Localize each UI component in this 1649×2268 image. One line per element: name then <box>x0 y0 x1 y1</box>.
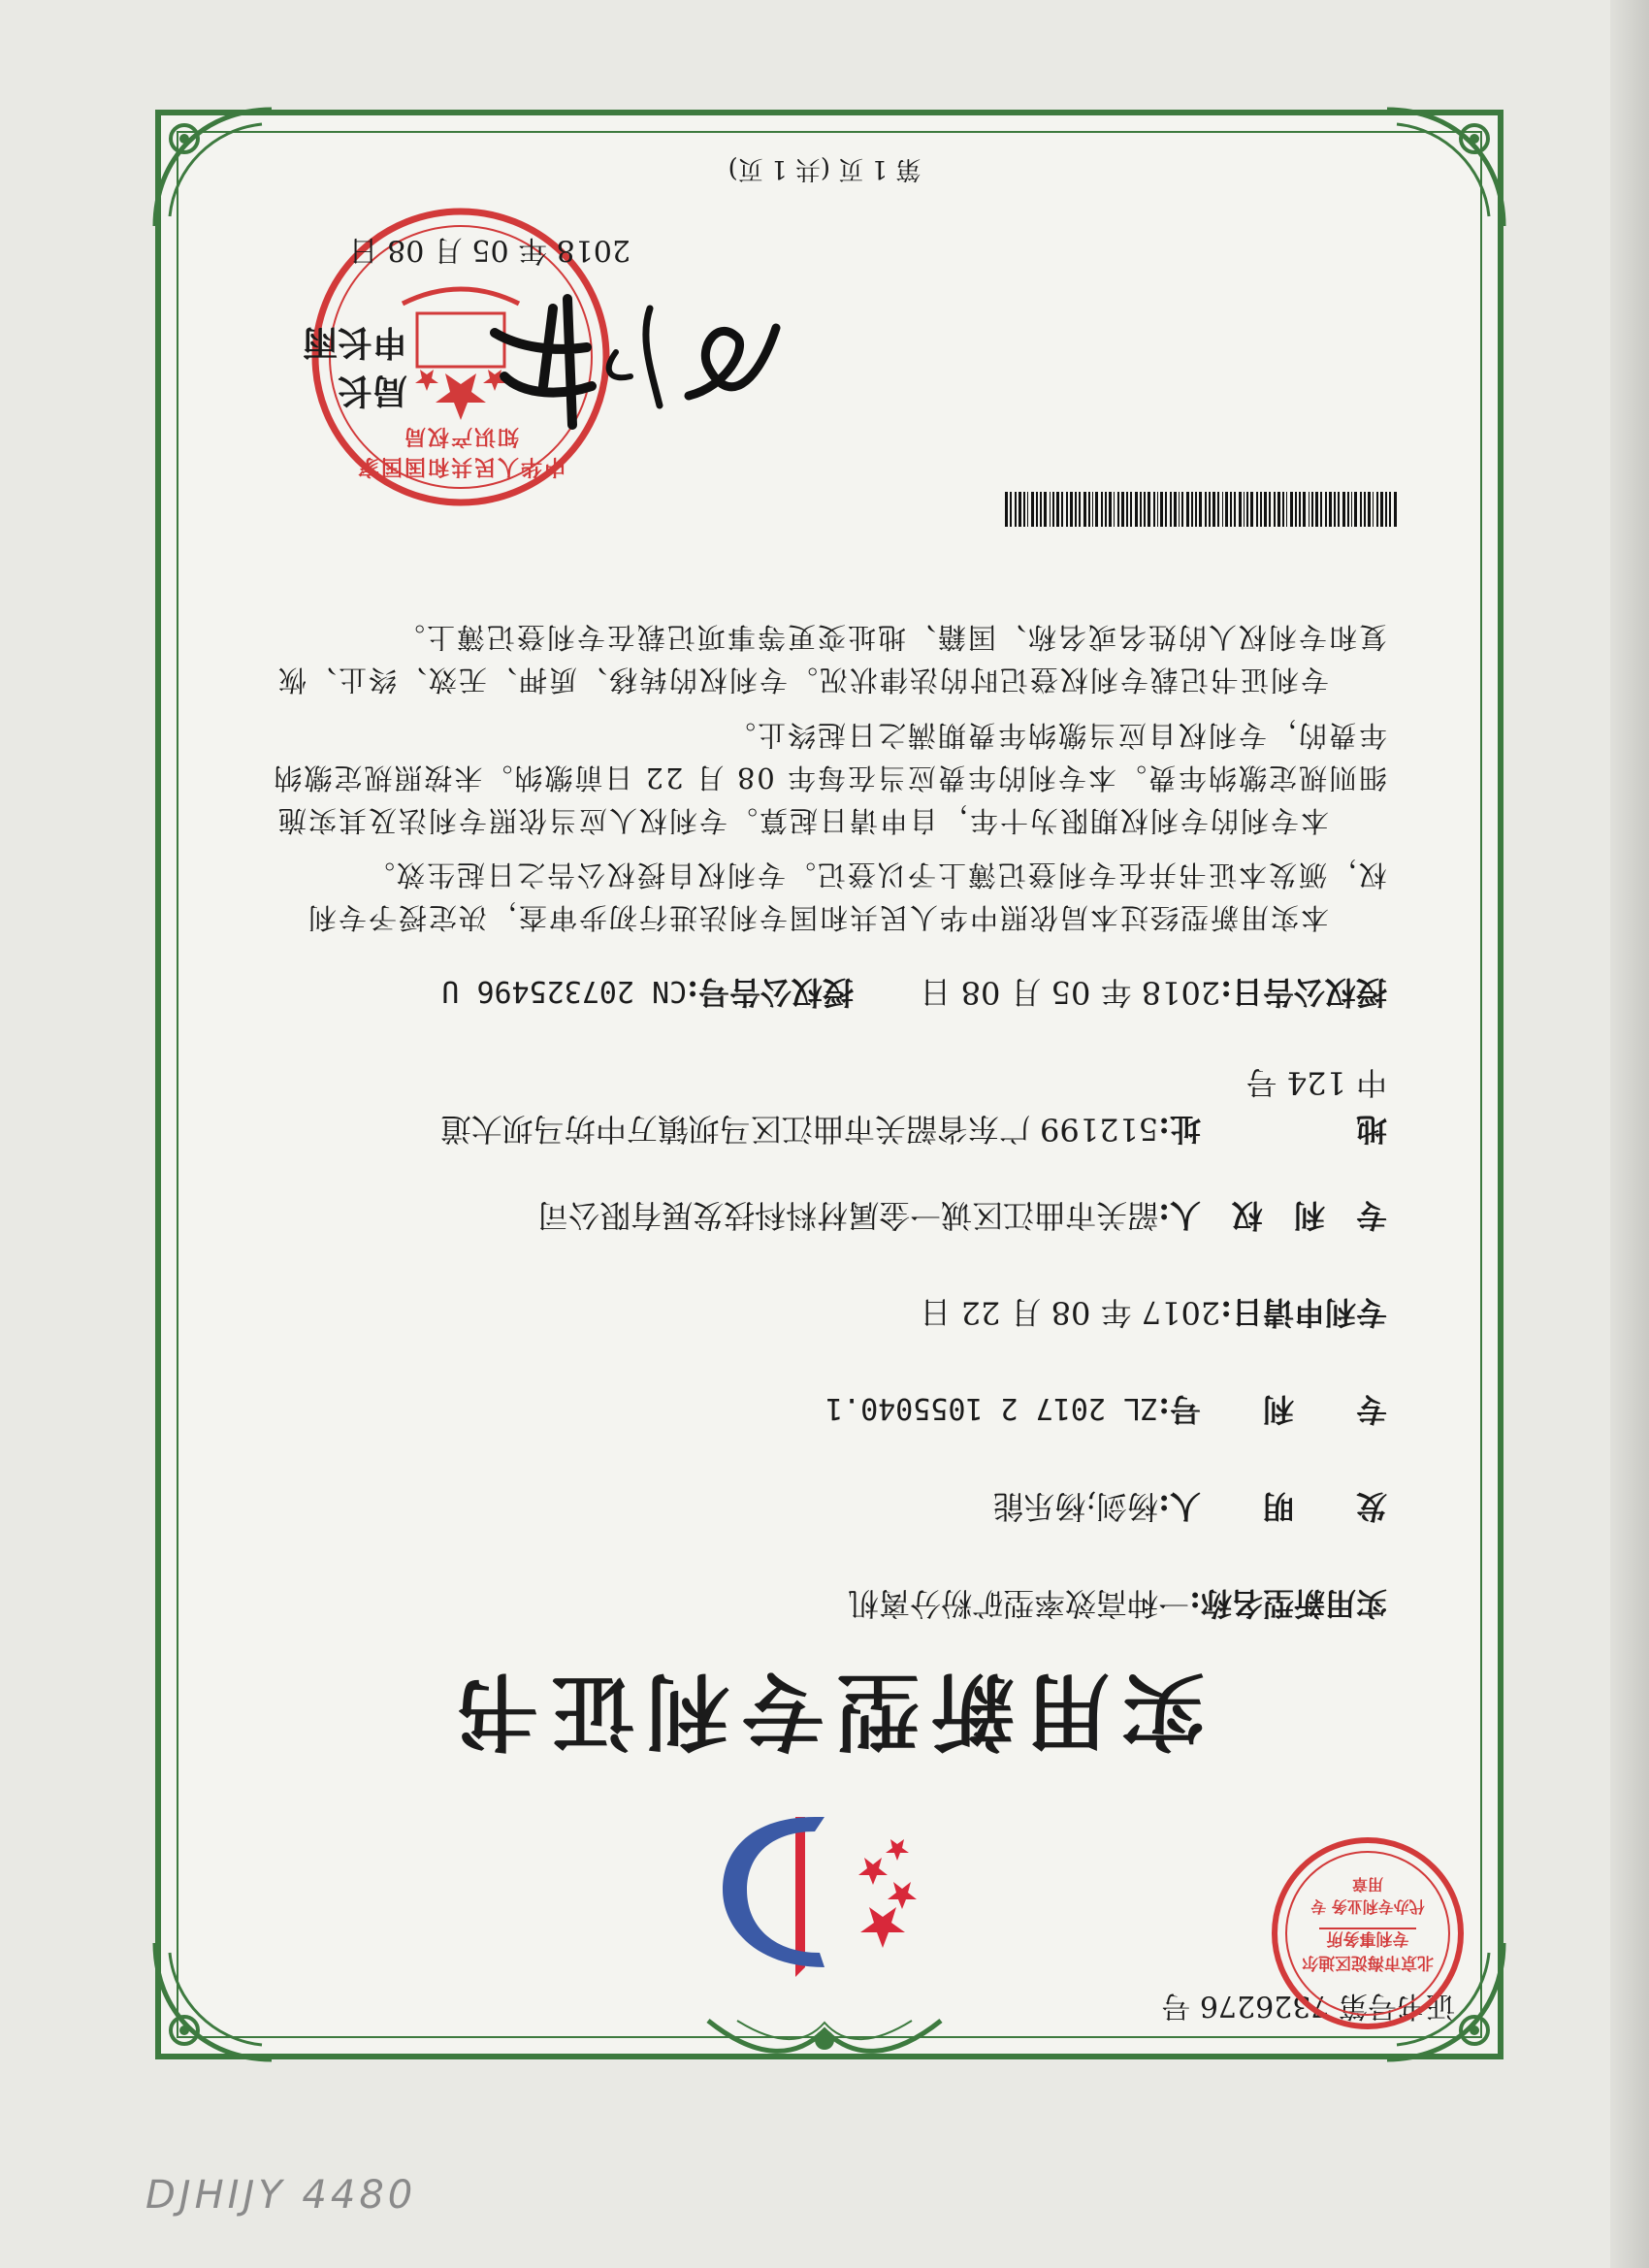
page-info: 第 1 页 (共 1 页) <box>728 154 922 183</box>
handwritten-note: DJHIJY 4480 <box>146 2173 417 2218</box>
field-patent-number: 专 利 号:ZL 2017 2 1055040.1 <box>825 1391 1387 1428</box>
field-grant-date: 授权公告日:2018 年 05 月 08 日 <box>920 974 1387 1011</box>
field-utility-model-name: 实用新型名称:一种高效率型矿粉分离机 <box>848 1585 1387 1622</box>
barcode <box>999 492 1397 527</box>
director-name: 申长雨 <box>302 322 407 363</box>
seal-date: 2018 年 05 月 08 日 <box>348 233 630 267</box>
agency-seal-sub: 代办专利业务 专用章 <box>1310 1875 1425 1916</box>
body-paragraph-1: 本实用新型经过本局依照中华人民共和国专利法进行初步审查，决定授予专利权，颁发本证书并在专利登记簿上予以登记。专利权自授权公告之日起生效。 <box>306 859 1387 934</box>
field-address: 地 址:512199 广东省韶关市曲江区马坝镇万中坊马坝大道中 124 号 <box>439 1064 1387 1148</box>
ornament-top-right <box>146 1933 281 2069</box>
ornament-top-center <box>698 2011 951 2069</box>
director-title: 局长 <box>337 371 407 411</box>
cnipa-logo <box>708 1802 941 1987</box>
certificate-number: 证书号第 7326276 号 <box>1161 1989 1455 2023</box>
director-block <box>303 318 407 415</box>
director-signature <box>466 289 795 444</box>
body-paragraph-3: 专利证书记载专利权登记时的法律状况。专利权的转移、质押、无效、终止、恢复和专利权人的姓名或名称、国籍、地址变更等事项记载在专利登记簿上。 <box>275 621 1387 697</box>
body-paragraph-2: 本专利的专利权期限为十年，自申请日起算。专利权人应当依照专利法及其实施细则规定缴纳年费。本专利的年费应当在每年 08 月 22 日前缴纳。未按照规定缴纳年费的，专利权自应当缴纳年费期满之日起终止。 <box>272 719 1387 837</box>
field-application-date: 专利申请日:2017 年 08 月 22 日 <box>920 1294 1387 1331</box>
field-inventor: 发 明 人:杨剑;杨乐能 <box>992 1488 1387 1525</box>
certificate-title: 实用新型专利证书 <box>444 1662 1205 1760</box>
agency-seal-text: 北京市海淀区迪尔专利事务所 <box>1302 1928 1434 1972</box>
cnipa-seal-text: 中华人民共和国国家知识产权局 <box>356 424 566 479</box>
field-patentee: 专 利 权 人:韶关市曲江区诚一金属材料科技发展有限公司 <box>537 1197 1387 1234</box>
field-grant-number: 授权公告号:CN 207325496 U <box>441 974 854 1011</box>
